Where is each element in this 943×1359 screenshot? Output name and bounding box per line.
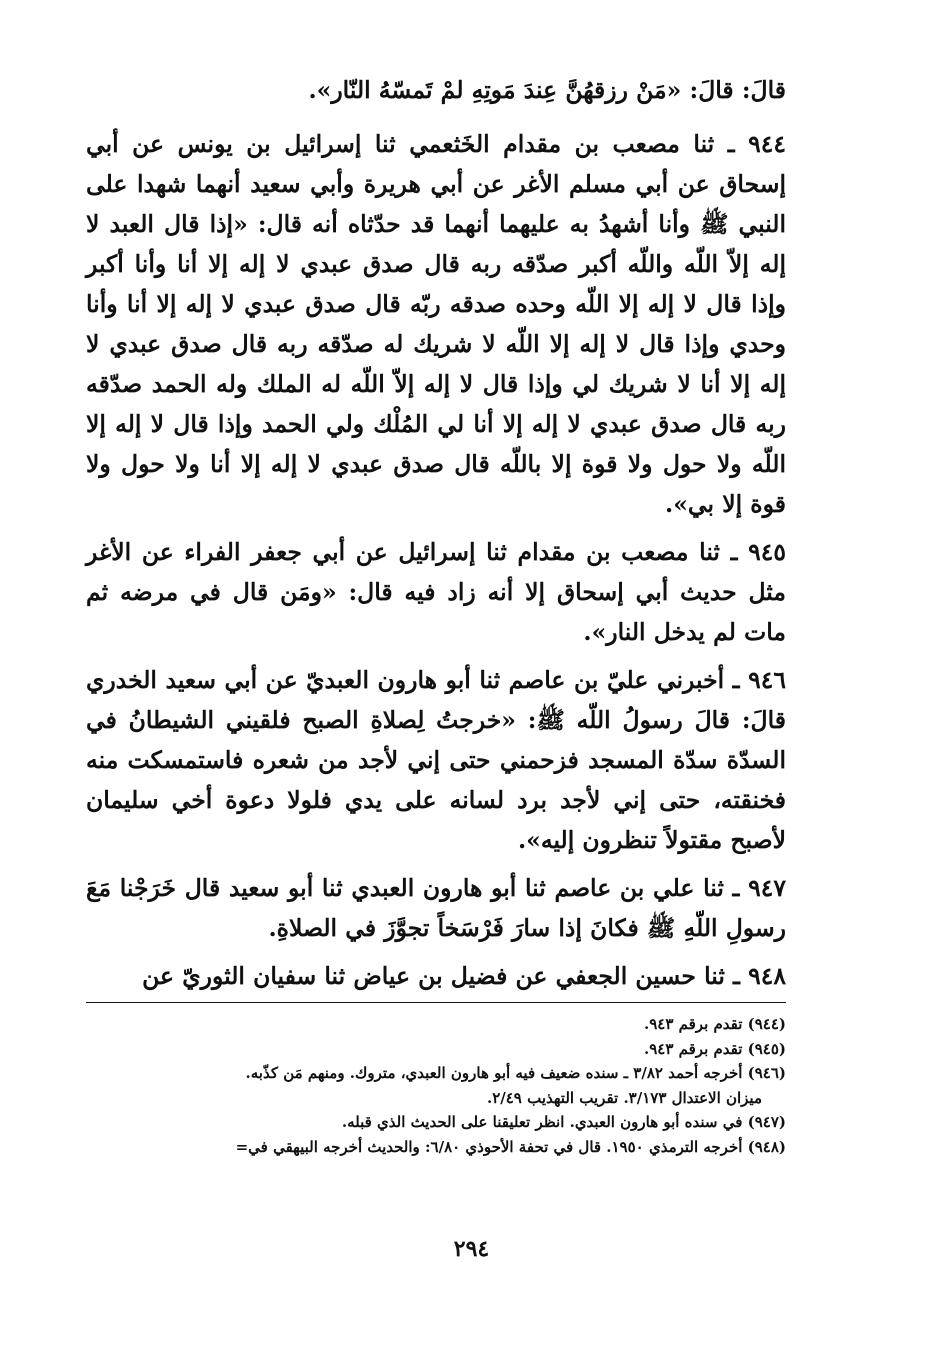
paragraph-continuation: قالَ: قالَ: «مَنْ رزقهُنَّ عِندَ مَوتِهِ لمْ تَمسّهُ النّار». [308,76,786,104]
footnote-divider [86,1002,786,1003]
footnote-948: (٩٤٨) أخرجه الترمذي ١٩٥٠. قال في تحفة الأحوذي ٦/٨٠: والحديث أخرجه البيهقي في= [235,1137,786,1156]
footnotes-section [86,1012,786,1159]
main-text-body [86,70,786,1004]
hadith-944: ٩٤٤ ـ ثنا مصعب بن مقدام الخَثعمي ثنا إسرائيل بن يونس عن أبي إسحاق عن أبي مسلم الأغر عن أبي هريرة وأبي سعيد أنهما شهدا على النبي ﷺ وأنا أشهدُ به عليهما أنهما قد حدّثاه أنه قال: «إذا قال العبد لا إله إلاّ اللّه واللّه أكبر صدّقه ربه قال صدق عبدي لا إله إلا أنا وأنا أكبر وإذا قال لا إله إلا اللّه وحده صدقه ربّه قال صدق عبدي لا إله إلا أنا وأنا وحدي وإذا قال لا إله إلا اللّه لا شريك له صدّقه ربه قال صدق عبدي لا إله إلا أنا لا شريك لي وإذا قال لا إله إلاّ اللّه له الملك وله الحمد صدّقه ربه قال صدق عبدي لا إله إلا أنا لي المُلْك ولي الحمد وإذا قال لا إله إلا اللّه ولا حول ولا قوة إلا باللّه قال صدق عبدي لا إله إلا أنا ولا حول ولا قوة إلا بي». [86,130,786,518]
footnote-944: (٩٤٤) تقدم برقم ٩٤٣. [644,1015,786,1033]
page-number: ٢٩٤ [453,1236,490,1262]
footnote-945: (٩٤٥) تقدم برقم ٩٤٣. [644,1039,786,1058]
footnote-946: (٩٤٦) أخرجه أحمد ٣/٨٢ ـ سنده ضعيف فيه أبو هارون العبدي، متروك. ومنهم مَن كذّبه. [245,1064,786,1082]
hadith-947: ٩٤٧ ـ ثنا علي بن عاصم ثنا أبو هارون العبدي ثنا أبو سعيد قال خَرَجْنا مَعَ رسولِ اللّهِ ﷺ فكانَ إذا سارَ فَرْسَخاً تجوَّزَ في الصلاةِ. [86,874,786,942]
footnote-946-continued: ميزان الاعتدال ٣/١٧٣. تقريب التهذيب ٢/٤٩. [486,1088,762,1107]
hadith-946: ٩٤٦ ـ أخبرني عليّ بن عاصم ثنا أبو هارون العبديّ عن أبي سعيد الخدري قالَ: قالَ رسولُ اللّه ﷺ: «خرجتُ لِصلاةِ الصبح فلقيني الشيطانُ في السدّة سدّة المسجد فزحمني حتى إني لأجد من شعره فاستمسكت منه فخنقته، حتى إني لأجد برد لسانه على يدي فلولا دعوة أخي سليمان لأصبح مقتولاً تنظرون إليه». [86,666,786,854]
hadith-948: ٩٤٨ ـ ثنا حسين الجعفي عن فضيل بن عياض ثنا سفيان الثوريّ عن [142,962,786,990]
hadith-945: ٩٤٥ ـ ثنا مصعب بن مقدام ثنا إسرائيل عن أبي جعفر الفراء عن الأغر مثل حديث أبي إسحاق إلا أنه زاد فيه قال: «ومَن قال في مرضه ثم مات لم يدخل النار». [86,538,786,646]
footnote-947: (٩٤٧) في سنده أبو هارون العبدي. انظر تعليقنا على الحديث الذي قبله. [341,1113,786,1131]
